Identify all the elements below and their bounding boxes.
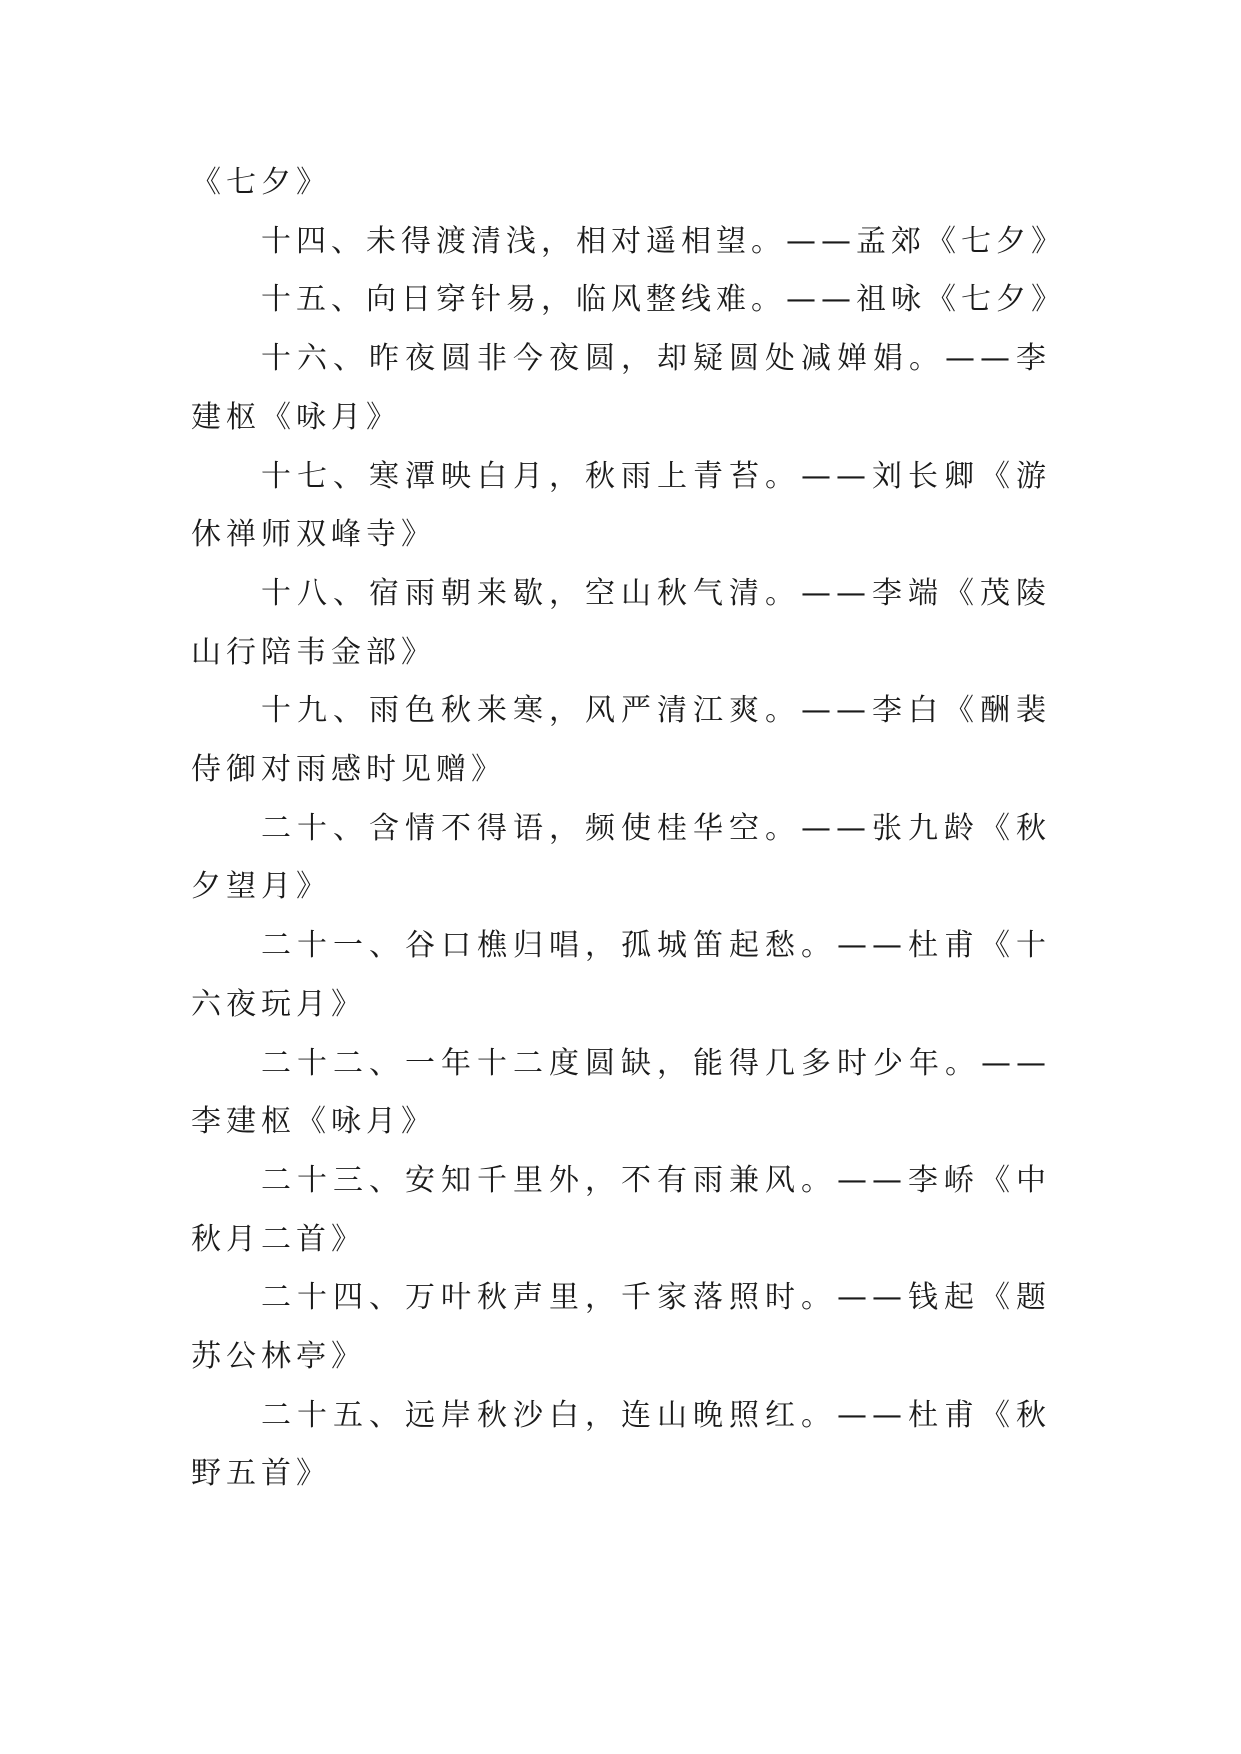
paragraph-19: 十九、雨色秋来寒，风严清江爽。——李白《酬裴侍御对雨感时见赠》 xyxy=(191,693,1051,788)
paragraph-22: 二十二、一年十二度圆缺，能得几多时少年。——李建枢《咏月》 xyxy=(191,1045,1051,1140)
paragraph-16: 十六、昨夜圆非今夜圆，却疑圆处减婵娟。——李建枢《咏月》 xyxy=(191,341,1051,435)
paragraph-21: 二十一、谷口樵归唱，孤城笛起愁。——杜甫《十六夜玩月》 xyxy=(191,928,1051,1022)
paragraph-24: 二十四、万叶秋声里，千家落照时。——钱起《题苏公林亭》 xyxy=(191,1280,1051,1375)
paragraph-17: 十七、寒潭映白月，秋雨上青苔。——刘长卿《游休禅师双峰寺》 xyxy=(191,458,1051,553)
paragraph-20: 二十、含情不得语，频使桂华空。——张九龄《秋夕望月》 xyxy=(191,810,1051,905)
paragraph-continuation: 《七夕》 xyxy=(191,165,331,200)
paragraph-23: 二十三、安知千里外，不有雨兼风。——李峤《中秋月二首》 xyxy=(191,1162,1051,1257)
document-body xyxy=(191,154,1066,1504)
paragraph-18: 十八、宿雨朝来歇，空山秋气清。——李端《茂陵山行陪韦金部》 xyxy=(191,575,1051,670)
paragraph-14: 十四、未得渡清浅，相对遥相望。——孟郊《七夕》 xyxy=(261,223,1066,259)
paragraph-25: 二十五、远岸秋沙白，连山晚照红。——杜甫《秋野五首》 xyxy=(191,1397,1051,1492)
paragraph-15: 十五、向日穿针易，临风整线难。——祖咏《七夕》 xyxy=(261,282,1066,318)
